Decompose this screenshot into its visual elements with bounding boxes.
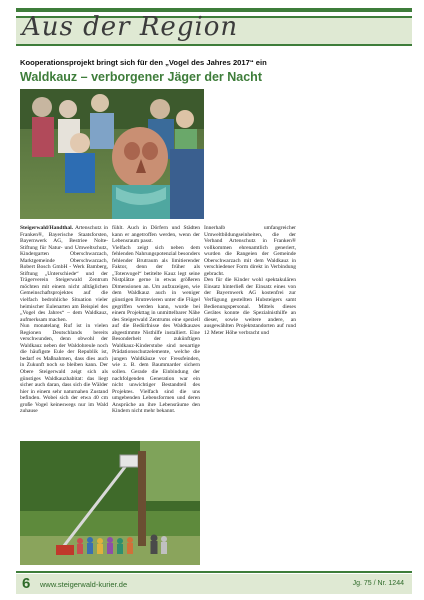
article-column-3 — [204, 225, 296, 583]
article-text: fühlt. Auch in Dörfern und Städten kann er angetroffen werden, wenn der Lebensraum passt. — [112, 225, 200, 245]
article-kicker: Kooperationsprojekt bringt sich für den „Vogel des Jahres 2017“ ein — [20, 58, 267, 67]
page-number: 6 — [22, 575, 31, 592]
nest-box-installation-photo — [20, 441, 200, 565]
article-text: Innerhalb umfangreicher Umweltbildungseinheiten, die der Verband Artenschutz in Franken® vollkommen ehrenamtlich generiert, wurden die Rangeien der Gemeinde Oberschwarzach mit dem Waldkauz in verschiedener Form direkt in Verbindung gebracht. — [204, 225, 296, 277]
footer-url[interactable]: www.steigerwald-kurier.de — [40, 580, 128, 589]
article-headline: Waldkauz – verborgener Jäger der Nacht — [20, 70, 262, 84]
article-text: Nun monatelang Ruf ist in vielen Regionen Deutschlands bereits verschwunden, denn obwohl der Waldkauz neben der Waldohreule noch die häufigste Eule der Republik ist, bedarf es Maßnahmen, dass dies auch in Zukunft noch so bleiben kann. Der Obere Steigerwald zeigt sich als günstiges Waldkauzhabitat: das liegt sicher auch daran, dass sich die Wälder hier in einem sehr naturnahen Zustand befinden. Wobei sich der etwa 40 cm große Vogel keineswegs nur im Wald zuhause — [20, 323, 108, 415]
article-text: Vielfach zeigt sich neben dem fehlenden Nahrungspotenzial besonders fehlender Brutraum als limitierender Faktor, denn der früher als „Totenvogel“ betitelte Kauz legt seine Nistplätze gerne in etwas größeren Dimensionen an. Um aufzuzeigen, wie dem Waldkauz auch in weniger günstigen Brutrevieren unter die Flügel gegriffen werden kann, wurde bei einem Projekttag in unmittelbarer Nähe des Steigerwald Zentrums eine speziell auf die Bedürfnisse des Waldkauzes abgestimmte Nisthilfe installiert. Eine Besonderheit der zukünftigen Waldkauz-Kinderstube sind neuartige Prädationsschutzelemente, welche die jungen Waldkäuze vor Fressfeinden, wie z. B. dem Baummarder sichern sollen. Gerade die Einbindung der nachfolgenden Generation war ein nicht unwichtiger Bestandteil des Projektes. Vielfach sind die uns umgebenden Lebensformen und deren Ansprüche an ihre Lebensräume den Kindern nicht mehr bekannt. — [112, 244, 200, 415]
footer-rule — [16, 571, 412, 573]
article-text: Artenschutz in Franken®, Bayerische Staatsforsten, Bayernwerk AG, Bestriee Nolte-Stiftung für Natur- und Umweltschutz, Kindergarten Oberschwarzach, Marktgemeinde Oberschwarzach, Robert Bosch GmbH - Werk Bamberg, Stiftung „Unterschiede“ und der Trägerverein Steigerwald Zentrum möchten mit einem nicht alltäglichen Gemeinschaftsprojektes auf die vielfach bedrohliche Situation vieler heimischer Eulenarten am Beispiel des „Vogel des Jahres“ – dem Waldkauz, aufmerksam machen. — [20, 225, 108, 323]
page-top — [0, 0, 424, 6]
article-column-1 — [20, 225, 108, 435]
children-owl-masks-photo — [20, 89, 204, 219]
issue-info: Jg. 75 / Nr. 1244 — [352, 580, 404, 587]
article-text: Den für die Kinder wohl spektakulären Einsatz hinterließ der Einsatz eines von der Bayernwerk AG kostenfrei zur Verfügung gestellten Hubsteigers samt Bedienungspersonal. Mittels dieses Gerätes konnte die Spezialnisthilfe an dieser, sowie weitere andere, an ausgewählten Projektstandorten auf rund 12 Meter Höhe verbracht und — [204, 277, 296, 336]
article-column-2 — [112, 225, 200, 435]
section-title: Aus der Region — [22, 12, 239, 42]
article-dateline: Steigerwald/Handthal. — [20, 225, 74, 231]
